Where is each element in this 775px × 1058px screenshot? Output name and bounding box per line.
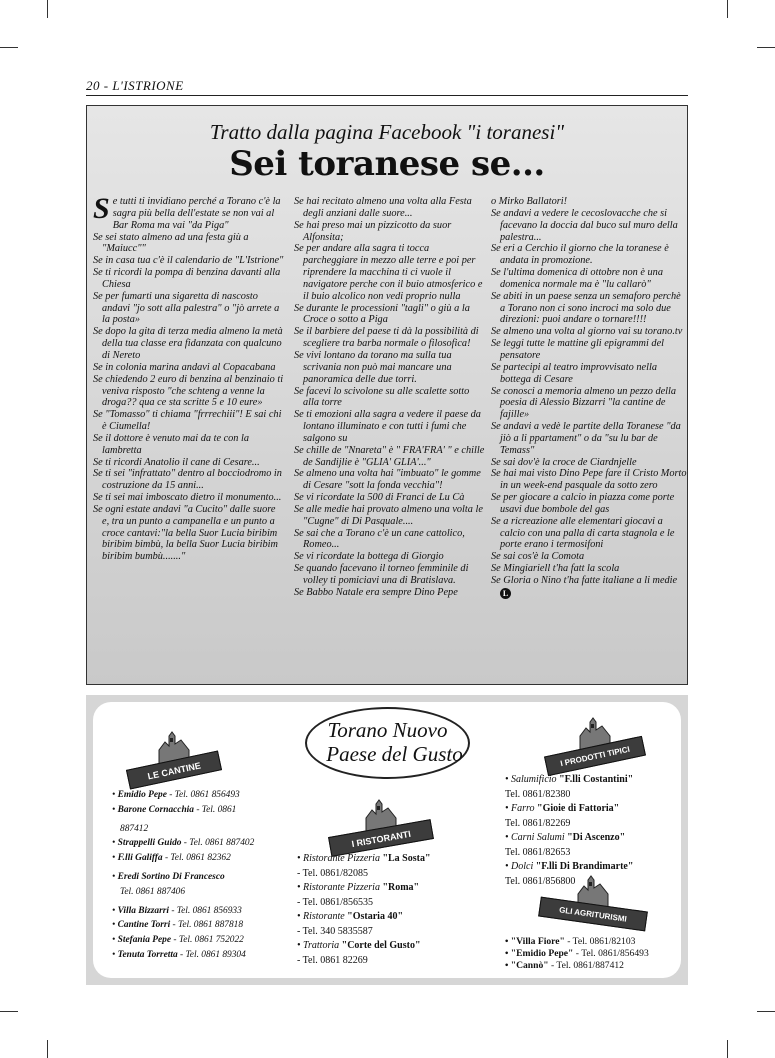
prodotto-entry xyxy=(505,846,633,861)
ristorante-entry xyxy=(297,939,431,954)
column-1-paragraphs xyxy=(93,232,285,564)
kicker-name: i toranesi xyxy=(475,120,556,144)
cantina-name: Stefania Pepe xyxy=(117,935,172,946)
cantina-entry: • Tenuta Torretta - Tel. 0861 89304 xyxy=(112,949,246,960)
article-paragraph: Se quando facevano il torneo femminile di volley ti pomiciavi una di Bratislava. xyxy=(294,563,469,586)
entry-name: "Di Ascenzo" xyxy=(567,832,626,843)
article-paragraph: Se "Tomasso" ti chiama "frrrechiii"! E sai chi è Ciumella! xyxy=(93,409,282,433)
cantina-entry: • Strappelli Guido - Tel. 0861 887402 xyxy=(112,838,255,849)
entry-type: Tel. 0861/82269 xyxy=(505,817,571,829)
crop-mark xyxy=(47,1040,48,1058)
agriturismo-entry xyxy=(505,936,649,948)
end-mark-letter: L xyxy=(502,588,509,598)
crop-mark xyxy=(757,47,775,48)
agriturismo-entry xyxy=(505,960,649,972)
article-column-1 xyxy=(93,192,285,563)
cantina-phone: - Tel. 0861 887818 xyxy=(170,920,244,931)
ristorante-entry xyxy=(297,910,431,925)
agriturismo-name: • "Cannò" xyxy=(505,960,549,971)
cantina-name: Tenuta Torretta xyxy=(117,949,178,960)
agriturismo-phone: - Tel. 0861/856493 xyxy=(573,948,649,959)
kicker-suffix: " xyxy=(555,120,565,144)
entry-type: • Ristorante Pizzeria xyxy=(297,853,383,864)
article-paragraph: Se andavi a vedere le cecoslovacche che si facevano la doccia dal buco sul muro della palestra... xyxy=(491,207,678,243)
entry-type: - Tel. 0861 82269 xyxy=(297,954,368,966)
article-paragraph: Se facevi lo scivolone su alle scalette sotto alla torre xyxy=(294,385,470,409)
ristorante-entry xyxy=(297,925,431,940)
article-paragraph: Se eri a Cerchio il giorno che la toranese è andata in promozione. xyxy=(491,243,669,267)
entry-type: • Salumificio xyxy=(505,774,560,785)
cantina-phone: - Tel. 0861 xyxy=(193,804,237,815)
prodotto-entry xyxy=(505,788,633,803)
cantina-phone: - Tel. 0861 856493 xyxy=(166,790,240,800)
cantina-name: F.lli Galiffa xyxy=(117,853,163,864)
badge-cantine xyxy=(127,722,221,780)
article-paragraph: o Mirko Ballatori! xyxy=(491,196,568,207)
entry-name: "Gioie di Fattoria" xyxy=(537,803,620,814)
article-paragraph: Se in colonia marina andavi al Copacabana xyxy=(93,361,276,373)
entry-type: • Carni Salumi xyxy=(505,832,568,843)
article-column-3 xyxy=(491,196,687,599)
guide-title-line-1: Torano Nuovo xyxy=(327,718,448,742)
entry-type: • Dolci xyxy=(505,861,536,872)
article-paragraph: Se a ricreazione alle elementari giocavi a calcio con una palla di carta stagnola e le porte erano i termosifoni xyxy=(491,515,675,551)
article-paragraph: Se chille de "Nnareta" è " FRA'FRA' " e chille de Sandijlie è "GLIA' GLIA'..." xyxy=(294,444,485,468)
article-kicker xyxy=(87,120,687,145)
cantina-name: Villa Bizzarri xyxy=(117,905,169,916)
article-paragraph: Se vivi lontano da torano ma sulla tua scrivania non può mai mancare una panoramica delle due torri. xyxy=(294,349,452,385)
badge-cantine-label: LE CANTINE xyxy=(126,750,222,789)
crop-mark xyxy=(757,1011,775,1012)
end-mark-icon xyxy=(500,588,511,599)
entry-type: Tel. 0861/82653 xyxy=(505,846,571,858)
agriturismo-phone: - Tel. 0861/887412 xyxy=(548,960,624,971)
article-paragraph: Se sai cos'è la Comota xyxy=(491,551,585,563)
article-paragraph: Se per andare alla sagra ti tocca parcheggiare in mezzo alle terre e poi per riprendere la macchina ti ci vuole il navigatore perche con il buio atmosferico e il buio alcolico non vedi proprio nulla xyxy=(294,243,483,302)
article-paragraph: Se sai che a Torano c'è un cane cattolico, Romeo... xyxy=(294,527,465,551)
cantina-entry: • Villa Bizzarri - Tel. 0861 856933 xyxy=(112,905,242,916)
kicker-prefix: Tratto dalla pagina Facebook " xyxy=(209,120,476,144)
entry-name: "F.lli Costantini" xyxy=(559,774,634,785)
article-paragraph: Se in casa tua c'è il calendario de "L'Istrione" xyxy=(93,255,284,267)
entry-type: • Ristorante Pizzeria xyxy=(297,882,383,893)
cantina-entry: • Cantine Torri - Tel. 0861 887818 xyxy=(112,920,244,931)
article-box xyxy=(86,105,688,685)
entry-type: • Farro xyxy=(505,803,538,814)
article-paragraph: Se sei stato almeno ad una festa giù a "Maiucc"" xyxy=(93,231,249,255)
entry-name: "Roma" xyxy=(382,882,420,893)
cantina-name: Eredi Sortino Di Francesco xyxy=(117,871,225,882)
article-paragraph: Se abiti in un paese senza un semaforo perchè a Torano non ci sono incroci ma solo due direzioni: puoi andare o tornare!!!! xyxy=(491,290,681,326)
article-paragraph: Se Babbo Natale era sempre Dino Pepe xyxy=(294,586,458,598)
entry-name: "F.lli Di Brandimarte" xyxy=(535,861,634,872)
cantina-name: Strappelli Guido xyxy=(117,838,182,849)
article-paragraph: Se vi ricordate la 500 di Franci de Lu Cà xyxy=(294,492,465,504)
article-paragraph: Se ogni estate andavi "a Cucito" dalle suore e, tra un punto a campanella e un punto a croce cantavi:"la bella Suor Lucia biribim biribim bimbù, la bella Suor Lucia biribim biribim bumbù......." xyxy=(93,503,278,563)
article-paragraph: Se ti sei mai imboscato dietro il monumento... xyxy=(93,492,282,504)
cantina-name: Cantine Torri xyxy=(117,920,171,931)
agriturismo-phone: - Tel. 0861/82103 xyxy=(564,936,636,947)
cantina-name: Emidio Pepe xyxy=(117,790,167,800)
badge-prodotti-label: I PRODOTTI TIPICI xyxy=(544,736,646,776)
article-paragraph: Se partecipi al teatro improvvisato nella bottega di Cesare xyxy=(491,361,657,385)
article-paragraph: Se il dottore è venuto mai da te con la lambretta xyxy=(93,432,250,456)
cantina-entry: • F.lli Galiffa - Tel. 0861 82362 xyxy=(112,853,231,864)
article-paragraph: Se ti ricordi Anatolio il cane di Cesare... xyxy=(93,456,260,468)
article-paragraph: Se hai recitato almeno una volta alla Festa degli anziani dalle suore... xyxy=(294,196,472,219)
article-paragraph: Se alle medie hai provato almeno una volta le "Cugne" di Di Pasquale.... xyxy=(294,503,483,527)
ristorante-entry xyxy=(297,852,431,867)
entry-type: Tel. 0861/856800 xyxy=(505,875,576,887)
article-paragraph: Se l'ultima domenica di ottobre non è una domenica normale ma è "lu callarò" xyxy=(491,267,663,290)
entry-type: - Tel. 340 5835587 xyxy=(297,925,373,937)
column-2-paragraphs xyxy=(294,196,486,599)
cantina-phone: - Tel. 0861 752022 xyxy=(171,935,244,946)
column-3-paragraphs xyxy=(491,196,687,575)
entry-name: "Ostaria 40" xyxy=(347,911,403,922)
agriturismi-list xyxy=(505,936,649,972)
prodotto-entry xyxy=(505,773,633,788)
article-paragraph: Se chiedendo 2 euro di benzina al benzinaio ti veniva risposto "che schteng a venne la droga?? qua ce sta scritte 5 e 10 eure» xyxy=(93,373,284,409)
page-header: 20 - L'ISTRIONE xyxy=(86,78,184,93)
article-paragraph: Se hai preso mai un pizzicotto da suor Alfonsita; xyxy=(294,219,452,243)
article-paragraph: Se durante le processioni "tagli" o giù a la Croce o sotto a Piga xyxy=(294,302,470,326)
cantina-phone: - Tel. 0861 89304 xyxy=(177,949,246,960)
prodotti-list xyxy=(505,773,633,889)
first-paragraph: e tutti ti invidiano perché a Torano c'è la sagra più bella dell'estate se non vai al Bar Roma ma vai "da Piga" xyxy=(112,196,281,231)
cantina-entry: • Emidio Pepe - Tel. 0861 856493 xyxy=(112,790,240,800)
entry-name: "Corte del Gusto" xyxy=(341,940,421,951)
entry-type: Tel. 0861/82380 xyxy=(505,788,571,800)
article-paragraph: Se almeno una volta hai "imbuato" le gomme di Cesare "sott la fonda vecchia"! xyxy=(294,468,481,492)
entry-name: "La Sosta" xyxy=(382,853,431,864)
article-paragraph: Se ti sei "infrattato" dentro al bocciodromo in costruzione da 15 anni... xyxy=(93,468,282,492)
article-paragraph: Se almeno una volta al giorno vai su torano.tv xyxy=(491,326,683,338)
article-paragraph: Se Mingiariell t'ha fatt la scola xyxy=(491,563,620,575)
badge-agriturismi-label: GLI AGRITURISMI xyxy=(538,897,648,932)
last-paragraph: Se Gloria o Nino t'ha fatte italiane a li medie xyxy=(491,575,678,586)
guide-title-line-2: Paese del Gusto xyxy=(326,742,463,766)
prodotto-entry xyxy=(505,875,633,890)
cantina-phone: 887412 xyxy=(120,823,149,834)
ristorante-entry xyxy=(297,896,431,911)
guide-title xyxy=(305,707,470,779)
cantina-phone: - Tel. 0861 82362 xyxy=(162,853,231,864)
cantina-phone: Tel. 0861 887406 xyxy=(120,886,186,897)
prodotto-entry xyxy=(505,860,633,875)
article-paragraph: Se il barbiere del paese ti dà la possibilità di scegliere tra barba normale o filosofica! xyxy=(294,326,479,350)
cantina-entry xyxy=(112,822,254,837)
cantina-phone: - Tel. 0861 856933 xyxy=(168,905,242,916)
badge-ristoranti-label: I RISTORANTI xyxy=(328,819,434,857)
prodotto-entry xyxy=(505,817,633,832)
crop-mark xyxy=(47,0,48,18)
cantina-phone: - Tel. 0861 887402 xyxy=(181,838,255,849)
cantina-entry xyxy=(112,885,254,900)
cantina-entry: • Stefania Pepe - Tel. 0861 752022 xyxy=(112,935,244,946)
article-headline: Sei toranese se... xyxy=(229,144,545,184)
crop-mark xyxy=(727,1040,728,1058)
badge-prodotti xyxy=(545,712,645,769)
entry-type: • Trattoria xyxy=(297,940,342,951)
drop-cap: S xyxy=(93,192,110,225)
article-paragraph: Se dopo la gita di terza media almeno la metà della tua classe era fidanzata con qualcuno di Nereto xyxy=(93,326,283,361)
article-paragraph: Se per fumarti una sigaretta di nascosto andavi "jo sott alla palestra" o "jò arrete a la posta» xyxy=(93,290,280,326)
article-paragraph: Se leggi tutte le mattine gli epigrammi del pensatore xyxy=(491,338,665,361)
article-paragraph: Se conosci a memoria almeno un pezzo della poesia di Alessio Bizzarri "la cantine de fajille» xyxy=(491,385,677,421)
article-paragraph: Se ti ricordi la pompa di benzina davanti alla Chiesa xyxy=(93,267,281,290)
food-guide-panel xyxy=(93,702,681,978)
crop-mark xyxy=(0,47,18,48)
cantina-name: Barone Cornacchia xyxy=(117,804,194,815)
ristorante-entry xyxy=(297,867,431,882)
article-paragraph: Se ti emozioni alla sagra a vedere il paese da lontano illuminato e con tutti i fumi che salgono su xyxy=(294,409,481,444)
ristorante-entry xyxy=(297,954,431,969)
badge-ristoranti xyxy=(329,792,433,848)
entry-type: • Ristorante xyxy=(297,911,348,922)
entry-type: - Tel. 0861/82085 xyxy=(297,867,369,879)
header-rule xyxy=(86,95,688,96)
article-column-2 xyxy=(294,196,486,599)
crop-mark xyxy=(0,1011,18,1012)
cantine-list xyxy=(112,788,254,963)
entry-type: - Tel. 0861/856535 xyxy=(297,896,374,908)
agriturismo-name: • "Villa Fiore" xyxy=(505,936,565,947)
article-paragraph: Se per giocare a calcio in piazza come porte usavi due bombole del gas xyxy=(491,492,675,515)
cantina-entry: • Barone Cornacchia - Tel. 0861 xyxy=(112,804,237,815)
cantina-entry: • Eredi Sortino Di Francesco xyxy=(112,871,225,882)
ristoranti-list xyxy=(297,852,431,968)
agriturismo-name: • "Emidio Pepe" xyxy=(505,948,574,959)
food-guide-advert xyxy=(86,695,688,985)
crop-mark xyxy=(727,0,728,18)
article-paragraph: Se andavi a vedè le partite della Toranese "da jiò a li ppartament" o da "su lu bar de Temass" xyxy=(491,421,681,456)
ristorante-entry xyxy=(297,881,431,896)
article-paragraph: Se sai dov'è la croce de Ciardnjelle xyxy=(491,456,637,468)
agriturismo-entry xyxy=(505,948,649,960)
article-paragraph: Se vi ricordate la bottega di Giorgio xyxy=(294,551,444,563)
prodotto-entry xyxy=(505,831,633,846)
prodotto-entry xyxy=(505,802,633,817)
article-paragraph: Se hai mai visto Dino Pepe fare il Cristo Morto in un week-end pasquale da sotto zero xyxy=(491,468,687,492)
